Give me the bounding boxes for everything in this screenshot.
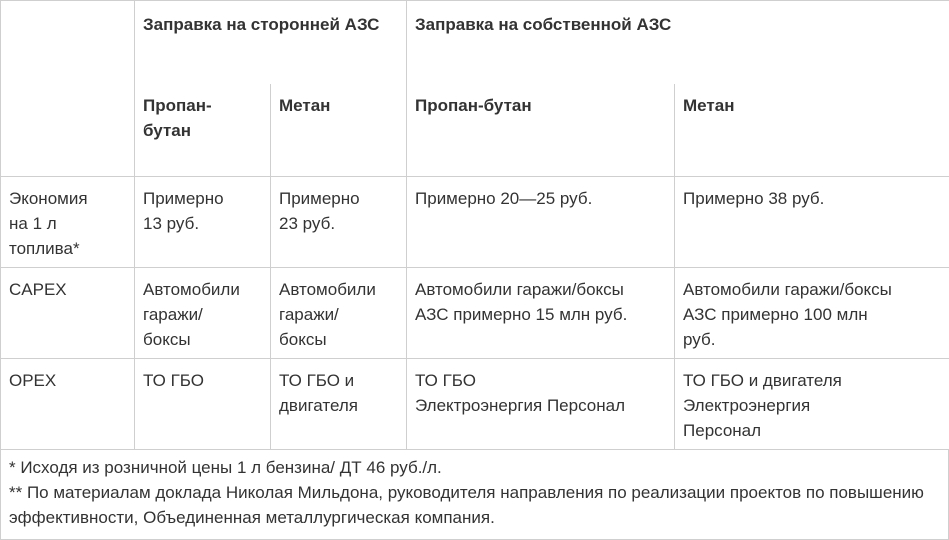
header-third-methane: Метан: [271, 84, 407, 177]
table-row-opex: [1, 359, 949, 450]
footnote-price: * Исходя из розничной цены 1 л бензина/ ДТ 46 руб./л.: [9, 455, 940, 480]
table-cell: ТО ГБО: [135, 359, 271, 450]
header-row-groups: [1, 1, 949, 84]
table-cell: Автомобили гаражи/ боксы: [135, 268, 271, 359]
row-label: OPEX: [1, 359, 135, 450]
row-label: Экономия на 1 л топлива*: [1, 177, 135, 268]
header-empty-cell: [1, 1, 135, 84]
table-cell: Примерно 20—25 руб.: [407, 177, 675, 268]
table-cell: Примерно 13 руб.: [135, 177, 271, 268]
table-cell: Примерно 38 руб.: [675, 177, 949, 268]
table-cell: Автомобили гаражи/боксы АЗС примерно 15 млн руб.: [407, 268, 675, 359]
table-cell: Примерно 23 руб.: [271, 177, 407, 268]
header-own-propane: Пропан-бутан: [407, 84, 675, 177]
header-empty-cell: [1, 84, 135, 177]
table-row-capex: [1, 268, 949, 359]
header-third-propane: Пропан- бутан: [135, 84, 271, 177]
table-cell: ТО ГБО и двигателя Электроэнергия Персонал: [675, 359, 949, 450]
table-cell: ТО ГБО Электроэнергия Персонал: [407, 359, 675, 450]
table-cell: Автомобили гаражи/боксы АЗС примерно 100 млн руб.: [675, 268, 949, 359]
header-own-methane: Метан: [675, 84, 949, 177]
header-own-group: Заправка на собственной АЗС: [407, 1, 949, 84]
table-cell: ТО ГБО и двигателя: [271, 359, 407, 450]
header-row-fuels: [1, 84, 949, 177]
table-cell: Автомобили гаражи/ боксы: [271, 268, 407, 359]
footnote-source: ** По материалам доклада Николая Мильдона, руководителя направления по реализации проектов по повышению эффективности, Объединенная металлургическая компания.: [9, 480, 940, 530]
row-label: CAPEX: [1, 268, 135, 359]
header-third-party-group: Заправка на сторонней АЗС: [135, 1, 407, 84]
footnotes: [0, 450, 949, 540]
table-row-savings: [1, 177, 949, 268]
